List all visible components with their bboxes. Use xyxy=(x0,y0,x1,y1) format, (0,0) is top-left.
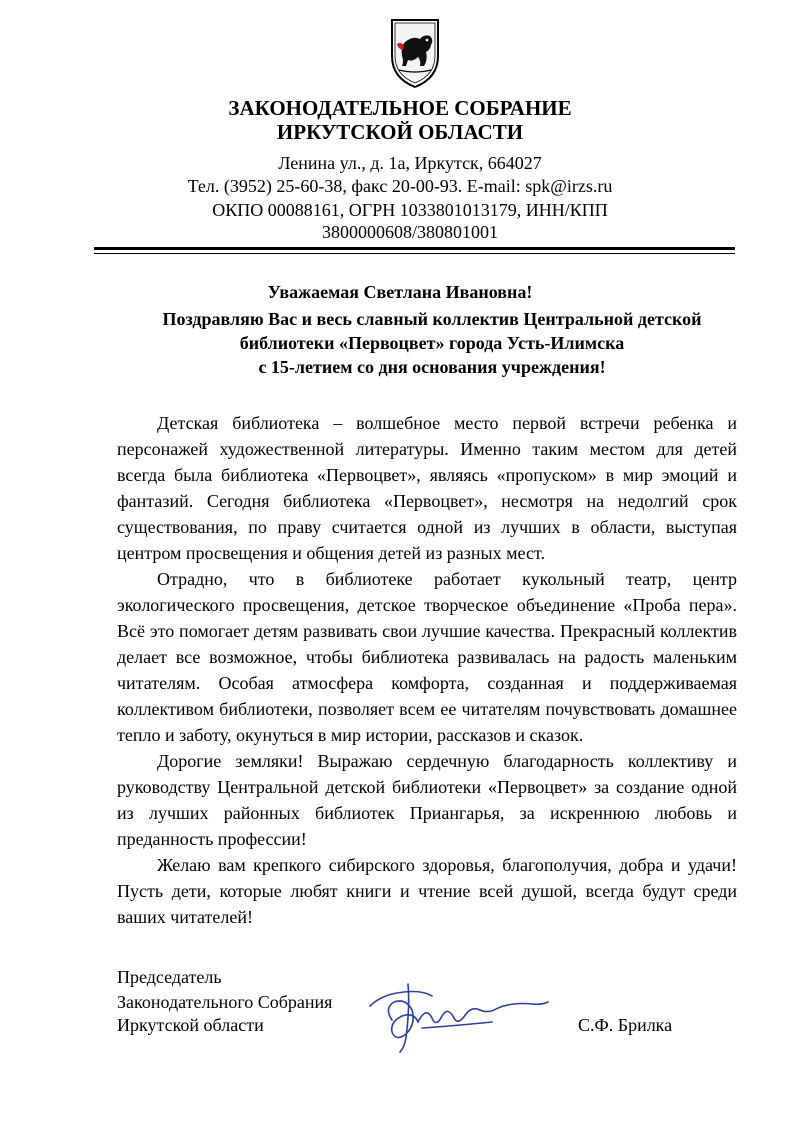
handwritten-signature-icon xyxy=(362,976,552,1056)
phone-email-line: Тел. (3952) 25-60-38, факс 20-00-93. E-mail: spk@irzs.ru xyxy=(187,176,613,196)
inn-kpp-line: 3800000608/380801001 xyxy=(321,222,498,242)
signer-name: С.Ф. Брилка xyxy=(578,1015,673,1035)
organization-name-line1: ЗАКОНОДАТЕЛЬНОЕ СОБРАНИЕ xyxy=(228,96,572,120)
signatory-title-line3: Иркутской области xyxy=(117,1015,264,1035)
signatory-title-line1: Председатель xyxy=(117,967,222,987)
header-divider-thick xyxy=(94,247,735,250)
body-paragraph: Отрадно, что в библиотеке работает кукольный театр, центр экологического просвещения, детское творческое объединение «Проба пера». Всё это помогает детям развивать свои лучшие качества. Прекрасный коллектив делает все возможное, чтобы библиотека развивалась на радость маленьким читателям. Особая атмосфера комфорта, созданная и поддерживаемая коллективом библиотеки, позволяет всем ее читателям почувствовать домашнее тепло и заботу, окунуться в мир истории, рассказов и сказок. xyxy=(117,569,737,745)
address-line: Ленина ул., д. 1а, Иркутск, 664027 xyxy=(278,153,542,173)
subject-line-2: библиотеки «Первоцвет» города Усть-Илимска xyxy=(239,333,625,353)
header-divider-thin xyxy=(94,253,735,254)
body-paragraph: Дорогие земляки! Выражаю сердечную благодарность коллективу и руководству Центральной детской библиотеки «Первоцвет» за создание одной из лучших районных библиотек Приангарья, за искреннюю любовь и преданность профессии! xyxy=(117,751,737,849)
subject-line-3: с 15-летием со дня основания учреждения! xyxy=(258,357,606,377)
signatory-title-line2: Законодательного Собрания xyxy=(117,992,333,1012)
salutation: Уважаемая Светлана Ивановна! xyxy=(267,282,533,302)
coat-of-arms-icon xyxy=(386,16,444,90)
registry-codes-line: ОКПО 00088161, ОГРН 1033801013179, ИНН/КПП xyxy=(212,200,608,220)
body-paragraph: Детская библиотека – волшебное место первой встречи ребенка и персонажей художественной литературы. Именно таким местом для детей всегда была библиотека «Первоцвет», являясь «пропуском» в мир эмоций и фантазий. Сегодня библиотека «Первоцвет», несмотря на недолгий срок существования, по праву считается одной из лучших в области, выступая центром просвещения и общения детей из разных мест. xyxy=(117,413,737,563)
letter-body xyxy=(117,410,737,930)
body-paragraph: Желаю вам крепкого сибирского здоровья, благополучия, добра и удачи! Пусть дети, которые любят книги и чтение всей душой, всегда будут среди ваших читателей! xyxy=(117,855,737,927)
organization-name-line2: ИРКУТСКОЙ ОБЛАСТИ xyxy=(276,120,524,144)
subject-line-1: Поздравляю Вас и весь славный коллектив Центральной детской xyxy=(162,309,702,329)
